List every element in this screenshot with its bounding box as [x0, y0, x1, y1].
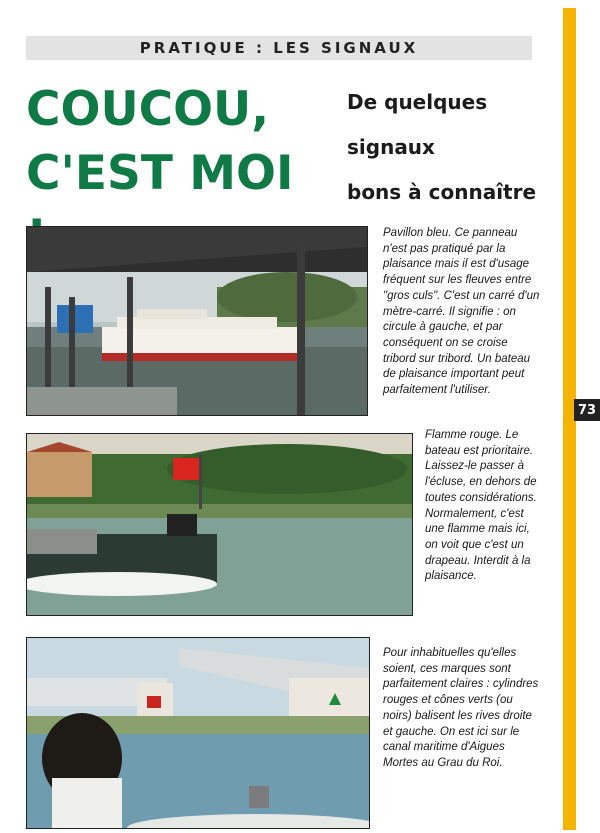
title-line: COUCOU,	[26, 82, 270, 137]
river-cruise-ship-photo	[26, 226, 368, 416]
page-number: 73	[574, 399, 600, 421]
barge-red-flag-photo	[26, 433, 413, 616]
subtitle-line: signaux	[347, 135, 435, 159]
section-header-band	[26, 36, 532, 60]
subtitle-line: De quelques	[347, 90, 488, 114]
caption-canal-markers: Pour inhabituelles qu'elles soient, ces marques sont parfaitement claires : cylindres rouges et cônes verts (ou noirs) balisent les rives droite et gauche. On est ici sur le canal maritime d'Aigues Mortes au Grau du Roi.	[383, 647, 539, 769]
subtitle-line: bons à connaître	[347, 180, 537, 204]
title-line: C'EST MOI	[26, 146, 294, 201]
section-label: PRATIQUE : LES SIGNAUX	[139, 39, 419, 57]
caption-red-flag: Flamme rouge. Le bateau est prioritaire. Laissez-le passer à l'écluse, en dehors de toutes considérations. Normalement, c'est une flamme mais ici, on voit que c'est un drapeau. Interdit à la plaisance.	[425, 429, 537, 583]
canal-bridge-markers-photo	[26, 637, 370, 829]
article-subtitle	[347, 80, 557, 215]
caption-blue-panel: Pavillon bleu. Ce panneau n'est pas pratiqué par la plaisance mais il est d'usage fréquent sur les fleuves entre "gros culs". C'est un carré d'un mètre-carré. Il signifie : on circule à gauche, et par conséquent on se croise tribord sur tribord. Un bateau de plaisance important peut parfaitement l'utiliser.	[383, 227, 540, 397]
